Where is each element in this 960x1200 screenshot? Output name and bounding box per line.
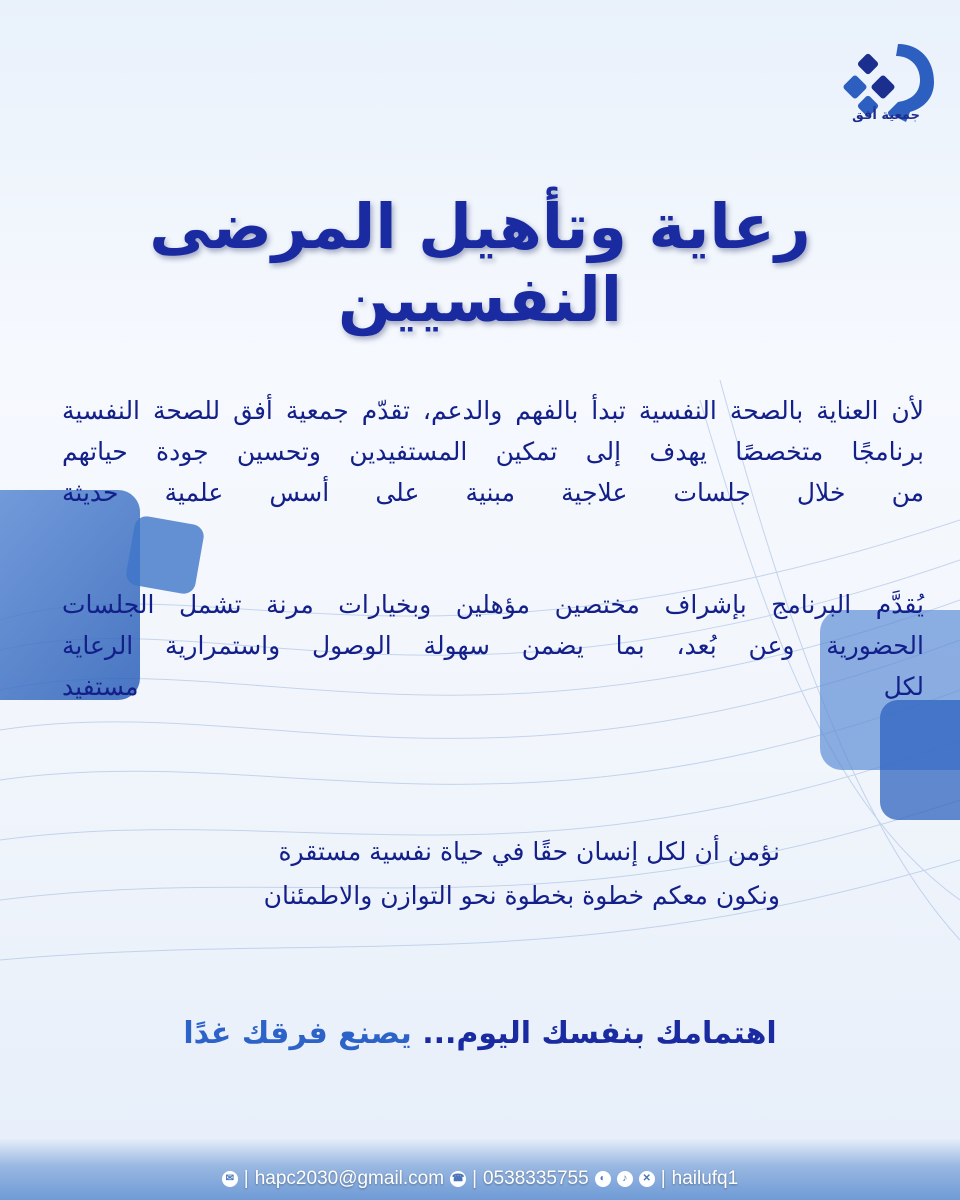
paragraph-line: من خلال جلسات علاجية مبنية على أسس علمية حديثة xyxy=(62,478,924,507)
snapchat-icon: ◐ xyxy=(595,1171,611,1187)
slogan xyxy=(150,1016,810,1051)
paragraph-line: نؤمن أن لكل إنسان حقًا في حياة نفسية مستقرة xyxy=(278,837,780,866)
separator: | xyxy=(243,1168,249,1189)
phone-text[interactable]: 0538335755 xyxy=(483,1168,589,1189)
paragraph-belief xyxy=(180,830,780,918)
deco-tile-right-2 xyxy=(880,700,960,820)
x-icon: ✕ xyxy=(639,1171,655,1187)
paragraph-line: برنامجًا متخصصًا يهدف إلى تمكين المستفيدين وتحسين جودة حياتهم xyxy=(62,437,924,466)
tiktok-icon: ♪ xyxy=(617,1171,633,1187)
handle-text[interactable]: hailufq1 xyxy=(671,1168,739,1189)
paragraph-line: ونكون معكم خطوة بخطوة نحو التوازن والاطمئنان xyxy=(263,881,780,910)
paragraph-intro xyxy=(62,390,924,513)
contact-row xyxy=(0,1168,960,1190)
paragraph-line: لكل مستفيد xyxy=(62,672,924,701)
paragraph-program xyxy=(62,584,924,707)
paragraph-line: لأن العناية بالصحة النفسية تبدأ بالفهم والدعم، تقدّم جمعية أفق للصحة النفسية xyxy=(62,396,924,425)
email-text[interactable]: hapc2030@gmail.com xyxy=(254,1168,445,1189)
footer-bar xyxy=(0,1138,960,1200)
paragraph-line: يُقدَّم البرنامج بإشراف مختصين مؤهلين وبخيارات مرنة تشمل الجلسات xyxy=(62,590,924,619)
whatsapp-icon: ☎ xyxy=(450,1171,466,1187)
separator: | xyxy=(660,1168,666,1189)
slogan-part-1: اهتمامك بنفسك اليوم... xyxy=(422,1016,777,1051)
slogan-part-2: يصنع فرقك غدًا xyxy=(183,1016,412,1051)
mail-icon: ✉ xyxy=(222,1171,238,1187)
paragraph-line: الحضورية وعن بُعد، بما يضمن سهولة الوصول واستمرارية الرعاية xyxy=(62,631,924,660)
logo-text: جمعية أفق xyxy=(852,108,920,123)
separator: | xyxy=(472,1168,478,1189)
page-title: رعاية وتأهيل المرضى النفسيين xyxy=(149,190,811,336)
